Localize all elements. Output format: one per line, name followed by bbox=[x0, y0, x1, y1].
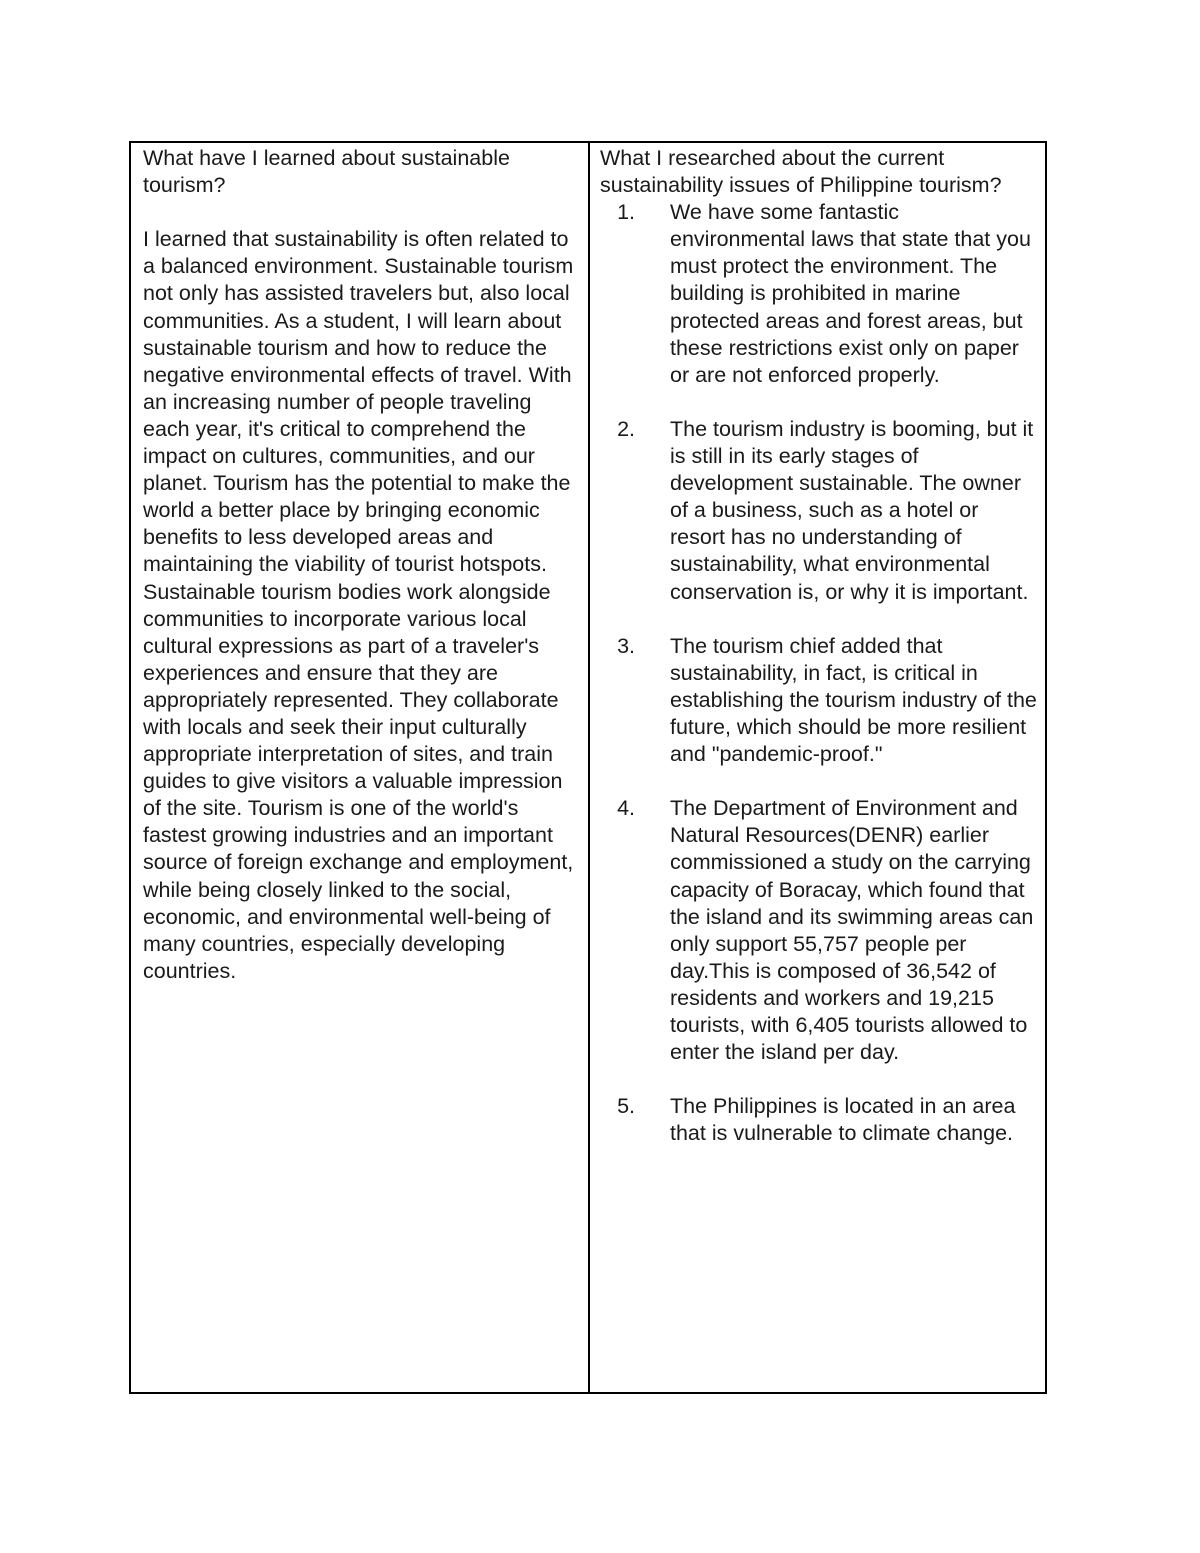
list-item-number: 1. bbox=[617, 200, 635, 225]
research-cell bbox=[590, 143, 1045, 1392]
list-item-text: The Department of Environment and Natural Resources(DENR) earlier commissioned a study on the carrying capacity of Boracay, which found that the island and its swimming areas can only support 55,757 people per day.This is composed of 36,542 of residents and workers and 19,215 tourists, with 6,405 tourists allowed to enter the island per day. bbox=[670, 796, 1034, 1065]
learned-cell bbox=[131, 143, 590, 1392]
issues-list bbox=[600, 199, 1037, 1147]
reflection-table bbox=[129, 141, 1047, 1394]
list-item-text: We have some fantastic environmental laws that state that you must protect the environment. The building is prohibited in marine protected areas and forest areas, but these restrictions exist only on paper or are not enforced properly. bbox=[670, 200, 1031, 387]
learned-answer: I learned that sustainability is often related to a balanced environment. Sustainable tourism not only has assisted travelers but, also local communities. As a student, I will learn about sustainable tourism and how to reduce the negative environmental effects of travel. With an increasing number of people traveling each year, it's critical to comprehend the impact on cultures, communities, and our planet. Tourism has the potential to make the world a better place by bringing economic benefits to less developed areas and maintaining the viability of tourist hotspots. Sustainable tourism bodies work alongside communities to incorporate various local cultural expressions as part of a traveler's experiences and ensure that they are appropriately represented. They collaborate with locals and seek their input culturally appropriate interpretation of sites, and train guides to give visitors a valuable impression of the site. Tourism is one of the world's fastest growing industries and an important source of foreign exchange and employment, while being closely linked to the social, economic, and environmental well-being of many countries, especially developing countries. bbox=[143, 227, 574, 983]
list-item bbox=[600, 199, 1037, 389]
list-item-number: 5. bbox=[617, 1094, 635, 1119]
list-item-text: The tourism industry is booming, but it is still in its early stages of development sustainable. The owner of a business, such as a hotel or resort has no understanding of sustainability, what environmental conservation is, or why it is important. bbox=[670, 416, 1034, 604]
research-question: What I researched about the current sustainability issues of Philippine tourism? bbox=[600, 146, 1002, 198]
list-item bbox=[600, 633, 1037, 768]
list-item bbox=[600, 416, 1037, 606]
list-item-number: 2. bbox=[617, 416, 635, 441]
list-item bbox=[600, 1093, 1037, 1147]
list-item-number: 3. bbox=[617, 633, 635, 658]
list-item bbox=[600, 795, 1037, 1066]
list-item-text: The tourism chief added that sustainability, in fact, is critical in establishing the tourism industry of the future, which should be more resilient and "pandemic-proof." bbox=[670, 633, 1037, 767]
learned-question: What have I learned about sustainable tourism? bbox=[143, 146, 510, 198]
list-item-text: The Philippines is located in an area that is vulnerable to climate change. bbox=[670, 1094, 1016, 1146]
list-item-number: 4. bbox=[617, 796, 635, 821]
